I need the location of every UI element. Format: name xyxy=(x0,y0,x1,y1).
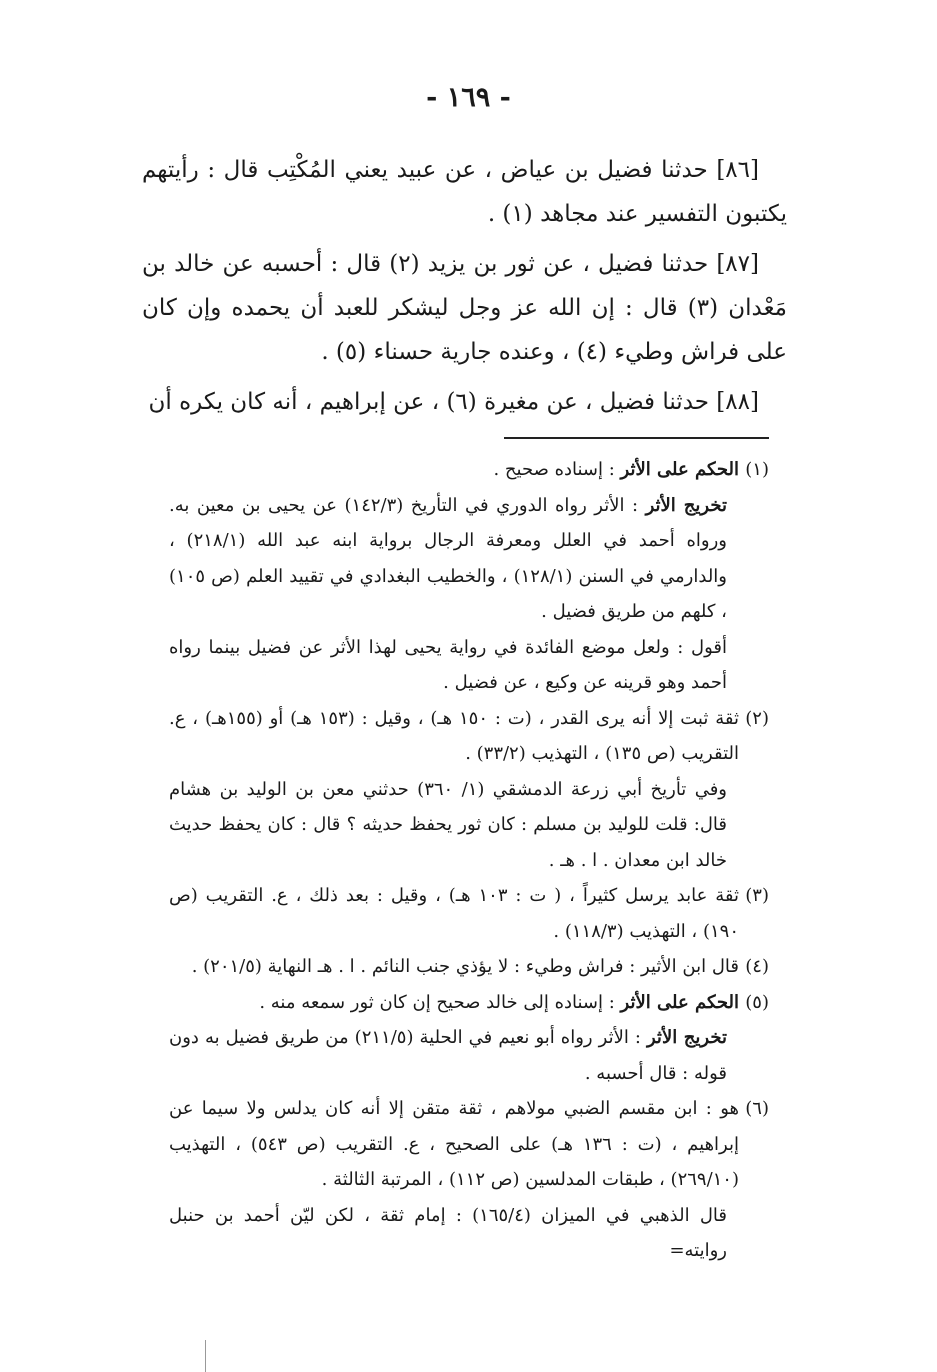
footnote-3 xyxy=(169,878,769,949)
takhrij-text: : الأثر رواه أبو نعيم في الحلية (٢١١/٥) من طريق فضيل به دون قوله : قال أحسبه . xyxy=(169,1027,727,1084)
footnote-number: (١) xyxy=(745,459,769,480)
scan-artifact xyxy=(205,1340,206,1372)
footnote-6-text: هو : ابن مقسم الضبي مولاهم ، ثقة متقن إلا أنه كان يدلس ولا سيما عن إبراهيم ، (ت : ١٣٦ هـ) على الصحيح ، ع. التقريب (ص ٥٤٣) ، التهذيب (٢٦٩/١٠) ، طبقات المدلسين (ص ١١٢) ، المرتبة الثالثة . xyxy=(169,1098,739,1190)
takhrij-label: تخريج الأثر xyxy=(647,1027,727,1048)
footnote-3-text: ثقة عابد يرسل كثيراً ، ( ت : ١٠٣ هـ) ، وقيل : بعد ذلك ، ع. التقريب (ص ١٩٠) ، التهذيب (١١٨/٣) . xyxy=(169,885,739,942)
footnote-number: (٣) xyxy=(745,885,769,906)
footnote-separator xyxy=(504,437,769,439)
footnote-2-text: ثقة ثبت إلا أنه يرى القدر ، (ت : ١٥٠ هـ) ، وقيل : (١٥٣ هـ) أو (١٥٥هـ) ، ع. التقريب (ص ١٣٥) ، التهذيب (٣٣/٢) . xyxy=(169,707,739,764)
footnote-number: (٦) xyxy=(745,1098,769,1119)
footnote-2 xyxy=(169,701,769,879)
footnote-number: (٤) xyxy=(745,956,769,977)
footnote-4-text: قال ابن الأثير : فراش وطيء : لا يؤذي جنب النائم . ا . هـ النهاية (٢٠١/٥) . xyxy=(191,956,739,977)
footnotes xyxy=(169,452,769,1269)
footnote-2-extra: وفي تأريخ أبي زرعة الدمشقي (١/ ٣٦٠) حدثني معن بن الوليد بن هشام قال: قلت للوليد بن مسلم : كان ثور يحفظ حديثه ؟ قال : كان يحفظ حديث خالد ابن معدان . ا . هـ . xyxy=(169,778,728,871)
footnote-6-extra: قال الذهبي في الميزان (١٦٥/٤) : إمام ثقة ، لكن ليّن أحمد بن حنبل روايته= xyxy=(169,1204,727,1261)
ruling-text: : إسناده صحيح . xyxy=(493,459,621,480)
takhrij-label: تخريج الأثر xyxy=(645,494,727,516)
footnote-number: (٢) xyxy=(745,707,769,729)
takhrij-text: : الأثر رواه الدوري في التأريخ (١٤٢/٣) عن يحيى بن معين به. ورواه أحمد في العلل ومعرفة الرجال برواية ابنه عبد الله (٢١٨/١) ، والدارمي في السنن (١٢٨/١) ، والخطيب البغدادي في تقييد العلم (ص ١٠٥) ، كلهم من طريق فضيل . xyxy=(169,494,727,622)
paragraph-86: [٨٦] حدثنا فضيل بن عياض ، عن عبيد يعني المُكْتِب قال : رأيتهم يكتبون التفسير عند مجاهد (١) . xyxy=(142,157,787,227)
ruling-label: الحكم على الأثر xyxy=(620,991,739,1013)
footnote-1 xyxy=(169,452,769,701)
footnote-5-ruling xyxy=(169,985,739,1021)
paragraph-87: [٨٧] حدثنا فضيل ، عن ثور بن يزيد (٢) قال : أحسبه عن خالد بن مَعْدان (٣) قال : إن الله عز وجل ليشكر للعبد أن يحمده وإن كان على فراش وطيء (٤) ، وعنده جارية حسناء (٥) . xyxy=(142,251,787,365)
footnote-number: (٥) xyxy=(745,991,769,1013)
footnote-1-takhrij xyxy=(169,488,739,630)
footnote-1-ruling xyxy=(169,452,739,488)
ruling-text: : إسناده إلى خالد صحيح إن كان ثور سمعه منه . xyxy=(259,991,621,1013)
page-number: - ١٦٩ - xyxy=(426,82,511,113)
footnote-1-comment: أقول : ولعل موضع الفائدة في رواية يحيى لهذا الأثر عن فضيل بينما رواه أحمد وهو قرينه عن وكيع ، عن فضيل . xyxy=(169,636,727,693)
ruling-label: الحكم على الأثر xyxy=(620,459,739,480)
paragraph-88: [٨٨] حدثنا فضيل ، عن مغيرة (٦) ، عن إبراهيم ، أنه كان يكره أن xyxy=(148,389,759,415)
footnote-5-takhrij xyxy=(169,1020,739,1091)
footnote-6 xyxy=(169,1091,769,1269)
footnote-5 xyxy=(169,985,769,1092)
main-text xyxy=(142,148,787,430)
footnote-4 xyxy=(169,949,769,985)
